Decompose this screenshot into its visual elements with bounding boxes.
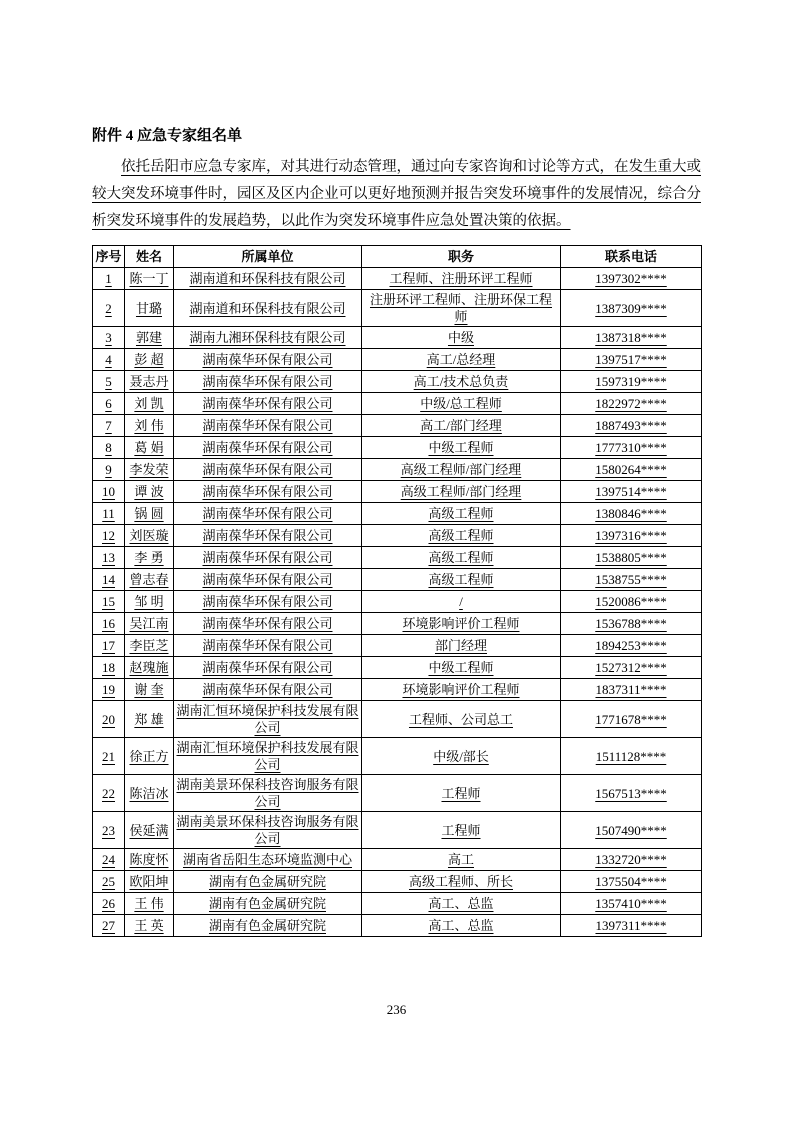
table-cell: 葛 娟 — [125, 437, 174, 459]
table-header-cell: 所属单位 — [174, 246, 362, 268]
table-cell: 9 — [93, 459, 125, 481]
table-cell: 湖南美景环保科技咨询服务有限公司 — [174, 775, 362, 812]
table-cell: 1397316**** — [561, 525, 702, 547]
table-cell: 20 — [93, 701, 125, 738]
table-cell: 欧阳坤 — [125, 871, 174, 893]
table-cell: 1332720**** — [561, 849, 702, 871]
table-cell: 湖南省岳阳生态环境监测中心 — [174, 849, 362, 871]
table-row — [93, 849, 702, 871]
table-cell: 工程师 — [362, 775, 561, 812]
table-cell: 高级工程师/部门经理 — [362, 481, 561, 503]
table-row — [93, 679, 702, 701]
table-cell: 1837311**** — [561, 679, 702, 701]
table-cell: 26 — [93, 893, 125, 915]
table-cell: 郭建 — [125, 327, 174, 349]
table-cell: 1375504**** — [561, 871, 702, 893]
table-row — [93, 569, 702, 591]
table-cell: 17 — [93, 635, 125, 657]
table-cell: 24 — [93, 849, 125, 871]
table-row — [93, 738, 702, 775]
table-cell: 23 — [93, 812, 125, 849]
table-row — [93, 635, 702, 657]
table-cell: 湖南葆华环保有限公司 — [174, 613, 362, 635]
table-cell: 刘医璇 — [125, 525, 174, 547]
table-cell: 湖南葆华环保有限公司 — [174, 459, 362, 481]
table-cell: 湖南九湘环保科技有限公司 — [174, 327, 362, 349]
table-cell: 注册环评工程师、注册环保工程师 — [362, 290, 561, 327]
table-row — [93, 701, 702, 738]
table-cell: 1887493**** — [561, 415, 702, 437]
table-cell: 湖南汇恒环境保护科技发展有限公司 — [174, 701, 362, 738]
table-cell: 12 — [93, 525, 125, 547]
table-cell: 湖南葆华环保有限公司 — [174, 525, 362, 547]
table-cell: 1771678**** — [561, 701, 702, 738]
table-cell: 6 — [93, 393, 125, 415]
table-cell: 湖南有色金属研究院 — [174, 871, 362, 893]
table-cell: 1387309**** — [561, 290, 702, 327]
table-cell: 14 — [93, 569, 125, 591]
table-cell: 彭 超 — [125, 349, 174, 371]
table-cell: 1777310**** — [561, 437, 702, 459]
table-cell: 湖南道和环保科技有限公司 — [174, 268, 362, 290]
table-cell: 部门经理 — [362, 635, 561, 657]
table-cell: 李 勇 — [125, 547, 174, 569]
table-header-cell: 姓名 — [125, 246, 174, 268]
table-cell: 1894253**** — [561, 635, 702, 657]
table-header-row — [93, 246, 702, 268]
table-row — [93, 775, 702, 812]
table-cell: 刘 伟 — [125, 415, 174, 437]
table-cell: 李臣芝 — [125, 635, 174, 657]
table-row — [93, 327, 702, 349]
table-cell: 赵瑰施 — [125, 657, 174, 679]
table-cell: 高级工程师、所长 — [362, 871, 561, 893]
table-cell: 8 — [93, 437, 125, 459]
table-cell: 工程师 — [362, 812, 561, 849]
table-cell: 环境影响评价工程师 — [362, 613, 561, 635]
table-cell: 1538755**** — [561, 569, 702, 591]
table-cell: 湖南葆华环保有限公司 — [174, 349, 362, 371]
table-cell: 1527312**** — [561, 657, 702, 679]
table-row — [93, 437, 702, 459]
table-cell: 1397311**** — [561, 915, 702, 937]
table-cell: 3 — [93, 327, 125, 349]
table-cell: 侯延满 — [125, 812, 174, 849]
table-cell: 湖南葆华环保有限公司 — [174, 569, 362, 591]
table-cell: 谭 波 — [125, 481, 174, 503]
table-cell: 1580264**** — [561, 459, 702, 481]
table-cell: 1380846**** — [561, 503, 702, 525]
table-cell: 高级工程师 — [362, 547, 561, 569]
table-cell: 11 — [93, 503, 125, 525]
table-cell: 湖南有色金属研究院 — [174, 915, 362, 937]
table-cell: 谢 奎 — [125, 679, 174, 701]
page-number: 236 — [386, 1002, 407, 1017]
table-row — [93, 349, 702, 371]
table-cell: 高工、总监 — [362, 915, 561, 937]
table-cell: 徐正方 — [125, 738, 174, 775]
table-cell: 高级工程师 — [362, 569, 561, 591]
table-cell: 18 — [93, 657, 125, 679]
table-cell: 湖南道和环保科技有限公司 — [174, 290, 362, 327]
table-cell: 湖南葆华环保有限公司 — [174, 415, 362, 437]
table-cell: 10 — [93, 481, 125, 503]
table-cell: 王 伟 — [125, 893, 174, 915]
table-cell: 1397514**** — [561, 481, 702, 503]
table-cell: 李发荣 — [125, 459, 174, 481]
table-cell: 13 — [93, 547, 125, 569]
table-cell: 湖南汇恒环境保护科技发展有限公司 — [174, 738, 362, 775]
table-row — [93, 459, 702, 481]
table-cell: 陈洁冰 — [125, 775, 174, 812]
table-cell: 5 — [93, 371, 125, 393]
table-row — [93, 812, 702, 849]
table-row — [93, 268, 702, 290]
table-cell: 27 — [93, 915, 125, 937]
table-cell: 25 — [93, 871, 125, 893]
table-cell: 1 — [93, 268, 125, 290]
table-cell: 刘 凯 — [125, 393, 174, 415]
table-cell: 1387318**** — [561, 327, 702, 349]
table-cell: 1520086**** — [561, 591, 702, 613]
table-cell: 王 英 — [125, 915, 174, 937]
table-cell: 16 — [93, 613, 125, 635]
table-cell: 高级工程师 — [362, 525, 561, 547]
table-row — [93, 371, 702, 393]
table-cell: 聂志丹 — [125, 371, 174, 393]
table-cell: 锅 圆 — [125, 503, 174, 525]
table-cell: 7 — [93, 415, 125, 437]
table-cell: 1538805**** — [561, 547, 702, 569]
table-cell: 高工 — [362, 849, 561, 871]
table-cell: 陈度怀 — [125, 849, 174, 871]
table-cell: 15 — [93, 591, 125, 613]
table-cell: 环境影响评价工程师 — [362, 679, 561, 701]
expert-table-body — [93, 268, 702, 937]
table-cell: 湖南美景环保科技咨询服务有限公司 — [174, 812, 362, 849]
table-cell: 郑 雄 — [125, 701, 174, 738]
table-cell: 1567513**** — [561, 775, 702, 812]
expert-table — [92, 245, 702, 937]
table-row — [93, 503, 702, 525]
page-title: 附件 4 应急专家组名单 — [92, 128, 243, 144]
table-cell: 湖南葆华环保有限公司 — [174, 503, 362, 525]
table-cell: 1507490**** — [561, 812, 702, 849]
table-cell: 邹 明 — [125, 591, 174, 613]
table-cell: 甘璐 — [125, 290, 174, 327]
table-cell: 1536788**** — [561, 613, 702, 635]
table-cell: 1597319**** — [561, 371, 702, 393]
table-cell: 高级工程师/部门经理 — [362, 459, 561, 481]
table-cell: 湖南葆华环保有限公司 — [174, 635, 362, 657]
table-cell: 1397302**** — [561, 268, 702, 290]
table-row — [93, 657, 702, 679]
table-header-cell: 序号 — [93, 246, 125, 268]
table-cell: 1357410**** — [561, 893, 702, 915]
table-cell: 中级/部长 — [362, 738, 561, 775]
table-cell: 中级/总工程师 — [362, 393, 561, 415]
table-cell: / — [362, 591, 561, 613]
table-row — [93, 547, 702, 569]
table-cell: 4 — [93, 349, 125, 371]
table-row — [93, 871, 702, 893]
table-row — [93, 415, 702, 437]
table-header-cell: 联系电话 — [561, 246, 702, 268]
table-cell: 湖南葆华环保有限公司 — [174, 657, 362, 679]
table-cell: 高工/总经理 — [362, 349, 561, 371]
table-cell: 高工/部门经理 — [362, 415, 561, 437]
table-cell: 湖南葆华环保有限公司 — [174, 371, 362, 393]
table-cell: 中级工程师 — [362, 657, 561, 679]
table-cell: 中级 — [362, 327, 561, 349]
table-cell: 2 — [93, 290, 125, 327]
table-row — [93, 915, 702, 937]
table-cell: 工程师、公司总工 — [362, 701, 561, 738]
table-cell: 吴江南 — [125, 613, 174, 635]
table-cell: 陈一丁 — [125, 268, 174, 290]
table-cell: 高级工程师 — [362, 503, 561, 525]
table-cell: 高工/技术总负责 — [362, 371, 561, 393]
table-cell: 曾志春 — [125, 569, 174, 591]
table-cell: 湖南葆华环保有限公司 — [174, 437, 362, 459]
table-cell: 湖南有色金属研究院 — [174, 893, 362, 915]
table-cell: 工程师、注册环评工程师 — [362, 268, 561, 290]
table-cell: 高工、总监 — [362, 893, 561, 915]
table-cell: 湖南葆华环保有限公司 — [174, 393, 362, 415]
table-row — [93, 893, 702, 915]
table-cell: 1511128**** — [561, 738, 702, 775]
table-header-cell: 职务 — [362, 246, 561, 268]
table-cell: 湖南葆华环保有限公司 — [174, 547, 362, 569]
table-cell: 中级工程师 — [362, 437, 561, 459]
table-cell: 湖南葆华环保有限公司 — [174, 591, 362, 613]
intro-paragraph: 依托岳阳市应急专家库，对其进行动态管理，通过向专家咨询和讨论等方式，在发生重大或较大突发环境事件时，园区及区内企业可以更好地预测并报告突发环境事件的发展情况，综合分析突发环境事件的发展趋势，以此作为突发环境事件应急处置决策的依据。 — [92, 159, 701, 229]
table-row — [93, 613, 702, 635]
table-row — [93, 481, 702, 503]
table-cell: 1397517**** — [561, 349, 702, 371]
table-cell: 湖南葆华环保有限公司 — [174, 481, 362, 503]
table-row — [93, 591, 702, 613]
table-row — [93, 525, 702, 547]
table-cell: 湖南葆华环保有限公司 — [174, 679, 362, 701]
table-cell: 1822972**** — [561, 393, 702, 415]
table-row — [93, 393, 702, 415]
table-cell: 22 — [93, 775, 125, 812]
table-row — [93, 290, 702, 327]
table-cell: 19 — [93, 679, 125, 701]
table-cell: 21 — [93, 738, 125, 775]
